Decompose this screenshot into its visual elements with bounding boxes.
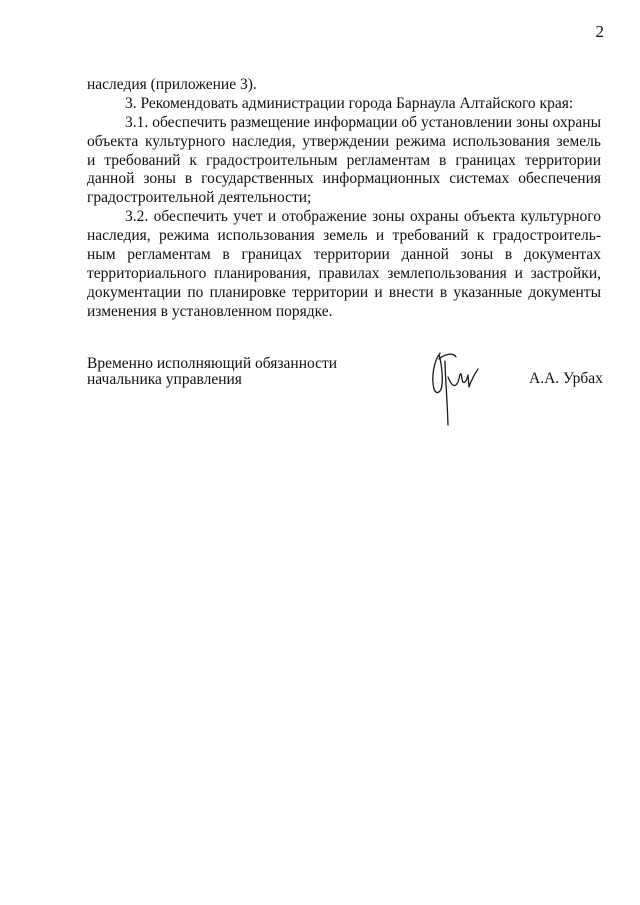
signer-title-line: начальника управления [87,371,242,388]
paragraph-line: объекта культурного наследия, утверждении режима использования земель [87,132,601,150]
paragraph-line: документации по планировке территории и внести в указанные документы [87,283,601,301]
paragraph-line: 3.2. обеспечить учет и отображение зоны охраны объекта культурного [125,208,601,226]
paragraph-line: наследия, режима использования земель и требований к градостроитель- [87,227,601,245]
page-number: 2 [595,22,604,41]
paragraph-line: наследия (приложение 3). [87,76,257,93]
paragraph-line: территориального планирования, правилах землепользования и застройки, [87,264,601,282]
paragraph-line: 3. Рекомендовать администрации города Барнаула Алтайского края: [125,94,574,112]
paragraph-line: ным регламентам в границах территории данной зоны в документах [87,246,601,264]
signer-name: А.А. Урбах [529,370,603,387]
document-body [87,76,601,322]
paragraph-line: 3.1. обеспечить размещение информации об установлении зоны охраны [125,113,601,131]
paragraph-line: градостроительной деятельности; [87,189,312,207]
paragraph-line: изменения в установленном порядке. [87,302,333,320]
signer-title [87,356,337,388]
paragraph-line: и требований к градостроительным регламентам в границах территории [87,151,601,169]
signer-title-line: Временно исполняющий обязанности [87,355,338,372]
paragraph-line: данной зоны в государственных информационных системах обеспечения [87,170,601,188]
handwritten-signature-icon [426,347,484,427]
